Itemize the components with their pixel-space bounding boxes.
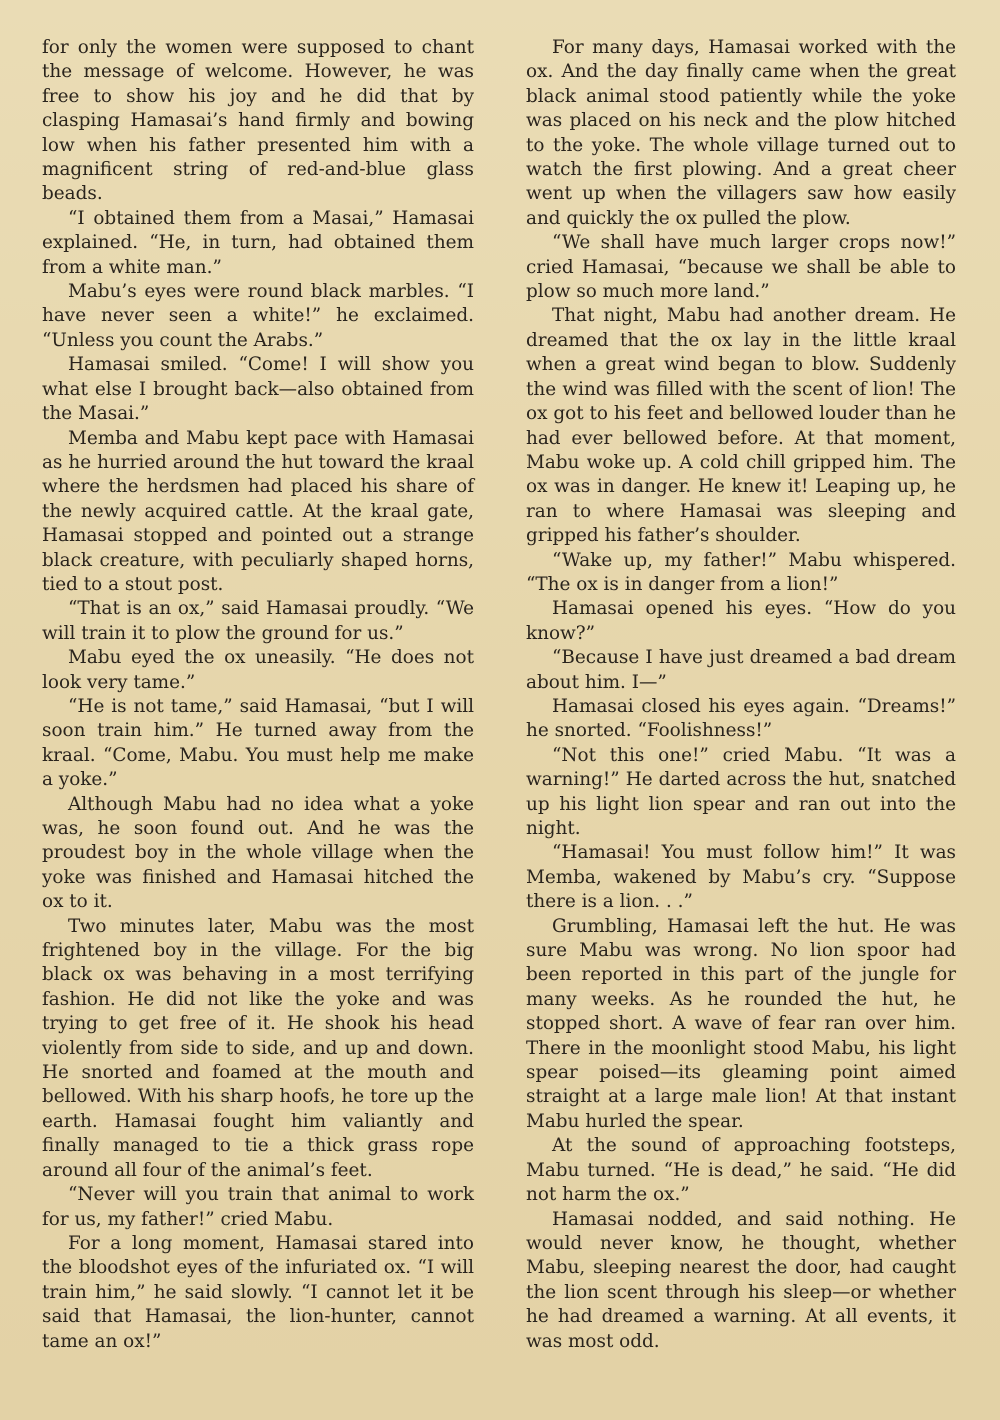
paragraph: “Because I have just dreamed a bad dream about him. I—” (526, 647, 956, 693)
paragraph: “That is an ox,” said Hamasai proudly. “We will train it to plow the ground for us.” (42, 598, 474, 644)
paragraph: Hamasai closed his eyes again. “Dreams!” he snorted. “Foolishness!” (526, 695, 956, 742)
paragraph: Mabu’s eyes were round black marbles. “I have never seen a white!” he exclaimed. “Unless you count the Arabs.” (42, 281, 474, 351)
paragraph: for only the women were supposed to chant the message of welcome. However, he was free to show his joy and he did that by clasping Hamasai’s hand firmly and bowing low when his father presented him with a magnificent string of red-and-blue glass beads. (42, 37, 474, 205)
paragraph: “I obtained them from a Masai,” Hamasai explained. “He, in turn, had obtained them from a white man.” (42, 207, 474, 278)
paragraph: “Not this one!” cried Mabu. “It was a warning!” He darted across the hut, snatched up his light lion spear and ran out into the night. (526, 744, 956, 839)
paragraph: “He is not tame,” said Hamasai, “but I will soon train him.” He turned away from the kraal. “Come, Mabu. You must help me make a yoke.” (42, 695, 474, 791)
paragraph: Hamasai nodded, and said nothing. He would never know, he thought, whether Mabu, sleeping nearest the door, had caught the lion scent through his sleep—or whether he had dreamed a warning. At all events, it was most odd. (526, 1208, 956, 1352)
right-column (526, 36, 956, 1354)
left-column (42, 36, 474, 1354)
paragraph: At the sound of approaching footsteps, Mabu turned. “He is dead,” he said. “He did not harm the ox.” (526, 1135, 956, 1206)
paragraph: “Wake up, my father!” Mabu whispered. “The ox is in danger from a lion!” (526, 549, 956, 595)
paragraph: Two minutes later, Mabu was the most frightened boy in the village. For the big black ox was behaving in a most terrifying fashion. He did not like the yoke and was trying to get free of it. He shook his head violently from side to side, and up and down. He snorted and foamed at the mouth and bellowed. With his sharp hoofs, he tore up the earth. Hamasai fought him valiantly and finally managed to tie a thick grass rope around all four of the animal’s feet. (42, 915, 474, 1181)
paragraph: Although Mabu had no idea what a yoke was, he soon found out. And he was the proudest boy in the whole village when the yoke was finished and Hamasai hitched the ox to it. (42, 793, 474, 913)
paragraph: “We shall have much larger crops now!” cried Hamasai, “because we shall be able to plow so much more land.” (526, 232, 956, 303)
paragraph: Mabu eyed the ox uneasily. “He does not look very tame.” (42, 647, 474, 693)
paragraph: For a long moment, Hamasai stared into the bloodshot eyes of the infuriated ox. “I will train him,” he said slowly. “I cannot let it be said that Hamasai, the lion-hunter, cannot tame an ox!” (42, 1232, 474, 1352)
paragraph: “Never will you train that animal to work for us, my father!” cried Mabu. (42, 1184, 474, 1230)
paragraph: Memba and Mabu kept pace with Hamasai as he hurried around the hut toward the kraal where the herdsmen had placed his share of the newly acquired cattle. At the kraal gate, Hamasai stopped and pointed out a strange black creature, with peculiarly shaped horns, tied to a stout post. (42, 427, 474, 595)
paragraph: For many days, Hamasai worked with the ox. And the day finally came when the great black animal stood patiently while the yoke was placed on his neck and the plow hitched to the yoke. The whole village turned out to watch the first plowing. And a great cheer went up when the villagers saw how easily and quickly the ox pulled the plow. (526, 37, 956, 229)
paragraph: “Hamasai! You must follow him!” It was Memba, wakened by Mabu’s cry. “Suppose there is a lion. . .” (526, 842, 956, 913)
paragraph: Grumbling, Hamasai left the hut. He was sure Mabu was wrong. No lion spoor had been reported in this part of the jungle for many weeks. As he rounded the hut, he stopped short. A wave of fear ran over him. There in the moonlight stood Mabu, his light spear poised—its gleaming point aimed straight at a large male lion! At that instant Mabu hurled the spear. (526, 915, 956, 1132)
paragraph: Hamasai opened his eyes. “How do you know?” (526, 598, 956, 644)
paragraph: That night, Mabu had another dream. He dreamed that the ox lay in the little kraal when a great wind began to blow. Suddenly the wind was filled with the scent of lion! The ox got to his feet and bellowed louder than he had ever bellowed before. At that moment, Mabu woke up. A cold chill gripped him. The ox was in danger. He knew it! Leaping up, he ran to where Hamasai was sleeping and gripped his father’s shoulder. (526, 305, 956, 547)
paragraph: Hamasai smiled. “Come! I will show you what else I brought back—also obtained from the Masai.” (42, 354, 474, 425)
